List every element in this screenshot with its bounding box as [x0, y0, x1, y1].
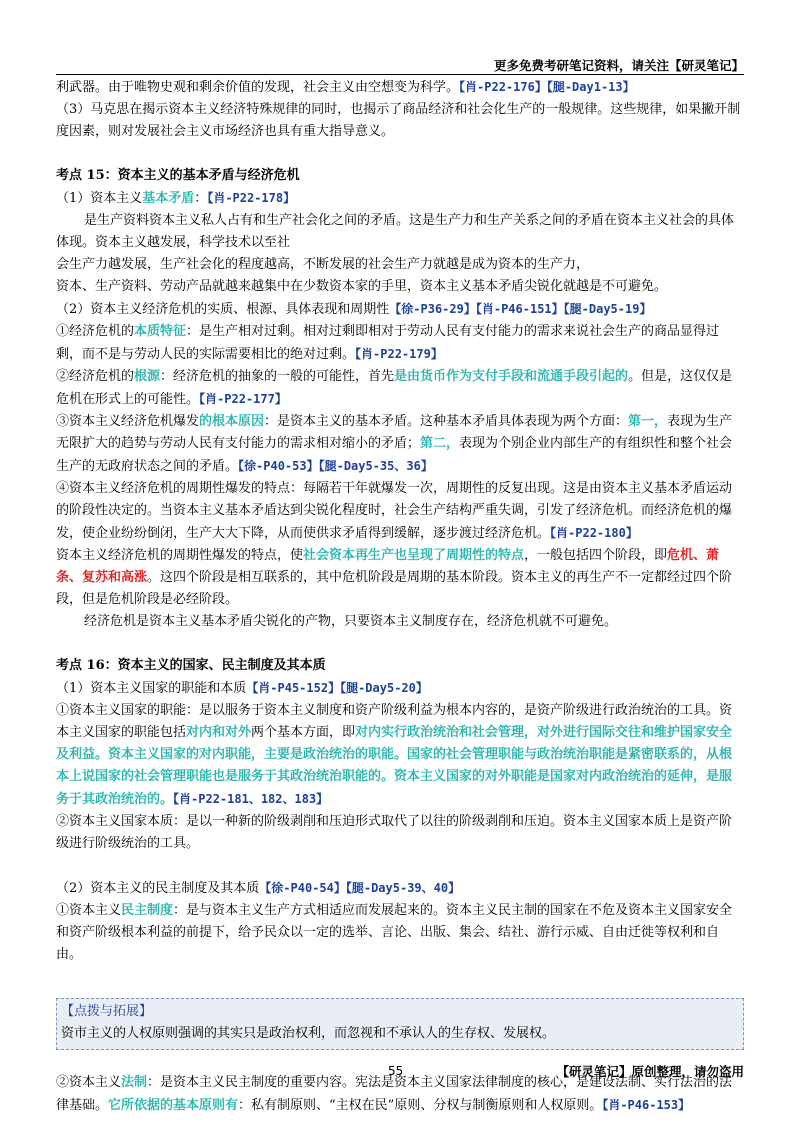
text: ②资本主义 [56, 1075, 122, 1090]
text: （2）资本主义经济危机的实质、根源、具体表现和周期性 [56, 302, 390, 317]
s15-para-5 [56, 298, 744, 321]
highlight-text: 社会资本再生产也呈现了周期性的特点 [303, 548, 525, 563]
ref-tag: 【肖-P46-153】 [602, 1098, 691, 1112]
s15-para-10 [56, 545, 744, 611]
red-highlight-text: 危机、萧条、复苏和高涨 [56, 548, 720, 585]
text: ，一般包括四个阶段，即 [524, 548, 668, 563]
text: ：经济危机的抽象的一般的可能性，首先 [160, 369, 395, 384]
page-header-note: 更多免费考研笔记资料，请关注【研灵笔记】 [493, 58, 744, 73]
text: ②经济危机的 [56, 369, 135, 384]
text: 。这四个阶段是相互联系的，其中危机阶段是周期的基本阶段。资本主义的再生产不一定都经过四个阶段，但是危机阶段是必经阶段。 [56, 570, 733, 607]
ref-tag: 【肖-P22-178】 [207, 191, 296, 205]
highlight-text: 第一， [628, 414, 668, 429]
text: ： [194, 191, 208, 206]
text: ：是与资本主义生产方式相适应而发展起来的。资本主义民主制的国家在不危及资本主义国家安全和资产阶级根本利益的前提下，给予民众以一定的选举、言论、出版、集会、结社、游行示威、自由迁徙等权利和自由。 [56, 903, 733, 962]
text: ：是资本主义民主制度的重要内容。宪法是资本主义国家法律制度的核心，是建设法制、实行法治的法律基础。 [56, 1075, 733, 1113]
ref-tag: 【肖-P22-181、182、183】 [173, 792, 329, 806]
highlight-text: 第二， [420, 436, 460, 451]
ref-tag: 【腿-Day1-13】 [546, 80, 635, 94]
s15-para-7 [56, 366, 744, 411]
header-divider [56, 74, 744, 75]
highlight-text: 基本矛盾 [142, 191, 195, 206]
s15-para-11: 经济危机是资本主义基本矛盾尖锐化的产物，只要资本主义制度存在，经济危机就不可避免。 [84, 614, 618, 629]
s16-para-3: ②资本主义国家本质：是以一种新的阶级剥削和压迫形式取代了以往的阶级剥削和压迫。资本主义国家本质上是资产阶级进行阶级统治的工具。 [56, 814, 733, 851]
s16-para-2 [56, 700, 744, 811]
tip-box-title: 【点拨与拓展】 [61, 1004, 153, 1019]
text: ③资本主义经济危机爆发 [56, 414, 200, 429]
text: 资本主义经济危机的周期性爆发的特点，使 [56, 548, 304, 563]
s16-para-1 [56, 677, 744, 700]
ref-tag: 【肖-P22-177】 [199, 392, 287, 406]
intro-text: 利武器。由于唯物史观和剩余价值的发现，社会主义由空想变为科学。 [56, 80, 460, 95]
section-15-title: 考点 15：资本主义的基本矛盾与经济危机 [56, 168, 300, 183]
text: ①资本主义 [56, 903, 122, 918]
ref-tag: 【肖-P45-152】【腿-Day5-20】 [246, 681, 428, 695]
text: ：私有制原则、“主权在民”原则、分权与制衡原则和人权原则。 [238, 1098, 603, 1113]
text: 。但是，这仅仅是危机在形式上的可能性。 [56, 369, 733, 407]
page-content [56, 76, 744, 1117]
highlight-text: 对内和对外 [186, 725, 252, 740]
text: （1）资本主义 [56, 191, 143, 206]
s15-para-3: 会生产力越发展，生产社会化的程度越高，不断发展的社会生产力就越是成为资本的生产力， [56, 257, 590, 272]
highlight-text: 它所依据的基本原则有 [108, 1098, 239, 1113]
text: ④资本主义经济危机的周期性爆发的特点：每隔若干年就爆发一次，周期性的反复出现。这是由资本主义基本矛盾运动的阶段性决定的。当资本主义基本矛盾达到尖锐化程度时，社会生产结构严重失调，引发了经济危机。而经济危机的爆发，使企业纷纷倒闭，生产大大下降，从而使供求矛盾得到缓解，逐步渡过经济危机。 [56, 481, 733, 541]
text: ①资本主义国家的职能：是以服务于资本主义制度和资产阶级利益为根本内容的，是资产阶级进行政治统治的工具。资本主义国家的职能包括 [56, 703, 733, 740]
ref-tag: 【肖-P22-176】 [459, 80, 547, 94]
ref-tag: 【徐-P36-29】【肖-P46-151】【腿-Day5-19】 [389, 302, 652, 316]
ref-tag: 【肖-P22-179】 [355, 347, 443, 361]
footer-note: 【研灵笔记】原创整理，请勿盗用 [556, 1064, 744, 1079]
s15-para-4: 资本、生产资料、劳动产品就越来越集中在少数资本家的手里，资本主义基本矛盾尖锐化就越是不可避免。 [56, 279, 668, 294]
highlight-text: 本质特征 [134, 324, 187, 339]
highlight-text: 的根本原因 [199, 414, 265, 429]
highlight-text: 法制 [121, 1075, 148, 1090]
intro-line-1 [56, 76, 744, 99]
text: ：是生产相对过剩。相对过剩即相对于劳动人民有支付能力的需求来说社会生产的商品显得过剩，而不是与劳动人民的实际需要相比的绝对过剩。 [56, 324, 720, 362]
text: 表现为个别企业内部生产的有组织性和整个社会生产的无政府状态之间的矛盾。 [56, 436, 733, 474]
s15-para-9 [56, 478, 744, 545]
section-16-title: 考点 16：资本主义的国家、民主制度及其本质 [56, 658, 326, 673]
highlight-text: 是由货币作为支付手段和流通手段引起的 [394, 369, 629, 384]
text: 表现为生产无限扩大的趋势与劳动人民有支付能力的需求相对缩小的矛盾； [56, 414, 733, 451]
s15-para-1 [56, 187, 744, 210]
highlight-text: 对内实行政治统治和社会管理，对外进行国际交往和维护国家安全及利益。资本主义国家的对内职能，主要是政治统治的职能。国家的社会管理职能与政治统治职能是紧密联系的，从根本上说国家的社会管理职能也是服务于其政治统治职能的。资本主义国家的对外职能是国家对内政治统治的延伸，是服务于其政治统治的。 [56, 725, 733, 807]
s15-para-2: 是生产资料资本主义私人占有和生产社会化之间的矛盾。这是生产力和生产关系之间的矛盾在资本主义社会的具体体现。资本主义越发展，科学技术以至社 [56, 213, 735, 250]
text: 两个基本方面，即 [251, 725, 356, 740]
spacer [56, 855, 744, 877]
ref-tag: 【肖-P22-180】 [550, 526, 638, 540]
highlight-text: 根源 [134, 369, 161, 384]
tip-box [56, 998, 744, 1050]
s15-para-6 [56, 321, 744, 366]
text: （1）资本主义国家的职能和本质 [56, 681, 247, 696]
ref-tag: 【徐-P40-53】【腿-Day5-35、36】 [238, 459, 433, 473]
text: （2）资本主义的民主制度及其本质 [56, 881, 260, 896]
spacer [56, 966, 744, 988]
s15-para-8 [56, 411, 744, 478]
page-number: 55 [388, 1064, 404, 1078]
text: ：是资本主义的基本矛盾。这种基本矛盾具体表现为两个方面： [264, 414, 629, 429]
ref-tag: 【徐-P40-54】【腿-Day5-39、40】 [259, 881, 461, 895]
tip-box-text: 资市主义的人权原则强调的其实只是政治权利，而忽视和不承认人的生存权、发展权。 [61, 1026, 556, 1041]
text: ①经济危机的 [56, 324, 135, 339]
intro-line-2: （3）马克思在揭示资本主义经济特殊规律的同时，也揭示了商品经济和社会化生产的一般规律。这些规律，如果撇开制度因素，则对发展社会主义市场经济也具有重大指导意义。 [56, 102, 741, 139]
s16-para-4 [56, 877, 744, 900]
highlight-text: 民主制度 [121, 903, 174, 918]
s16-para-5 [56, 900, 744, 966]
